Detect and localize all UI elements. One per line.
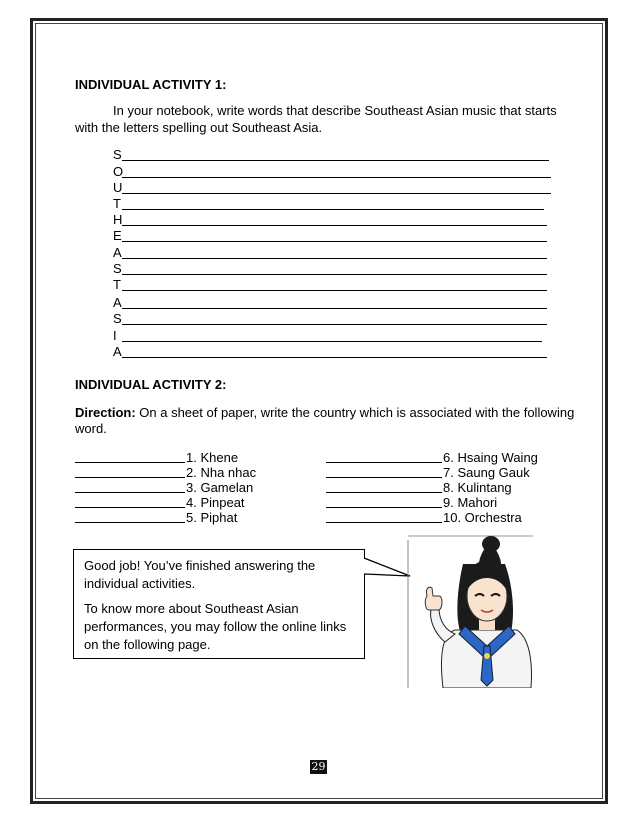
acrostic-letter: A (113, 245, 122, 260)
page-number: 29 (311, 760, 326, 773)
activity2-direction-line2: word. (75, 421, 107, 436)
answer-blank (326, 507, 442, 508)
acrostic-letter: S (113, 261, 122, 276)
answer-blank (75, 507, 185, 508)
answer-blank (75, 462, 185, 463)
answer-line (122, 290, 547, 291)
acrostic-row (113, 181, 122, 195)
answer-line (122, 209, 544, 210)
bubble-paragraph-2: To know more about Southeast Asian performances, you may follow the online links on the following page. (84, 601, 347, 652)
acrostic-letter: O (113, 164, 124, 179)
matching-item (75, 465, 335, 480)
acrostic-row (113, 213, 122, 227)
matching-item (326, 495, 586, 510)
acrostic-row (113, 278, 122, 292)
speech-bubble (73, 549, 365, 659)
answer-blank (326, 462, 442, 463)
matching-item-label: 8. Kulintang (443, 480, 512, 495)
answer-line (122, 241, 547, 242)
matching-item (326, 510, 586, 525)
matching-item (326, 480, 586, 495)
acrostic-letter: S (113, 147, 122, 162)
acrostic-row (113, 229, 122, 243)
answer-blank (75, 477, 185, 478)
answer-line (122, 324, 547, 325)
activity1-instruction-line1: In your notebook, write words that describe Southeast Asian music that starts (113, 103, 557, 118)
acrostic-letter: A (113, 344, 122, 359)
answer-blank (326, 522, 442, 523)
matching-item-label: 6. Hsaing Waing (443, 450, 538, 465)
matching-item (75, 450, 335, 465)
direction-label: Direction: (75, 405, 136, 420)
bubble-paragraph-1: Good job! You’ve finished answering the individual activities. (84, 558, 316, 591)
acrostic-row (113, 329, 122, 343)
acrostic-row (113, 262, 122, 276)
matching-item (75, 510, 335, 525)
activity2-heading: INDIVIDUAL ACTIVITY 2: (75, 377, 227, 392)
matching-item-label: 5. Piphat (186, 510, 238, 525)
acrostic-row (113, 345, 122, 359)
answer-line (122, 308, 547, 309)
answer-line (122, 193, 551, 194)
answer-line (122, 225, 547, 226)
answer-blank (326, 492, 442, 493)
matching-item-label: 9. Mahori (443, 495, 498, 510)
activity1-heading: INDIVIDUAL ACTIVITY 1: (75, 77, 227, 92)
answer-line (122, 177, 551, 178)
answer-line (122, 341, 542, 342)
acrostic-row (113, 165, 122, 179)
direction-text: On a sheet of paper, write the country which is associated with the following (135, 405, 575, 420)
answer-blank (326, 477, 442, 478)
answer-line (122, 357, 547, 358)
answer-blank (75, 522, 185, 523)
acrostic-row (113, 246, 122, 260)
matching-item (75, 495, 335, 510)
matching-item-label: 2. Nha nhac (186, 465, 257, 480)
acrostic-letter: S (113, 311, 122, 326)
acrostic-letter: A (113, 295, 122, 310)
acrostic-letter: T (113, 277, 121, 292)
answer-line (122, 160, 549, 161)
matching-item-label: 1. Khene (186, 450, 239, 465)
acrostic-row (113, 197, 122, 211)
matching-item (75, 480, 335, 495)
acrostic-letter: H (113, 212, 123, 227)
acrostic-row (113, 148, 122, 162)
acrostic-letter: E (113, 228, 122, 243)
student-thumbs-up-illustration (405, 534, 537, 688)
matching-item-label: 4. Pinpeat (186, 495, 245, 510)
answer-blank (75, 492, 185, 493)
matching-item (326, 450, 586, 465)
answer-line (122, 274, 547, 275)
matching-item-label: 10. Orchestra (443, 510, 522, 525)
acrostic-letter: T (113, 196, 121, 211)
acrostic-letter: I (113, 328, 117, 343)
acrostic-letter: U (113, 180, 123, 195)
activity1-instruction-line2: with the letters spelling out Southeast Asia. (75, 120, 323, 135)
acrostic-row (113, 296, 122, 310)
matching-item-label: 7. Saung Gauk (443, 465, 530, 480)
answer-line (122, 258, 547, 259)
matching-item (326, 465, 586, 480)
matching-item-label: 3. Gamelan (186, 480, 254, 495)
acrostic-row (113, 312, 122, 326)
activity2-direction-line1 (75, 405, 574, 421)
